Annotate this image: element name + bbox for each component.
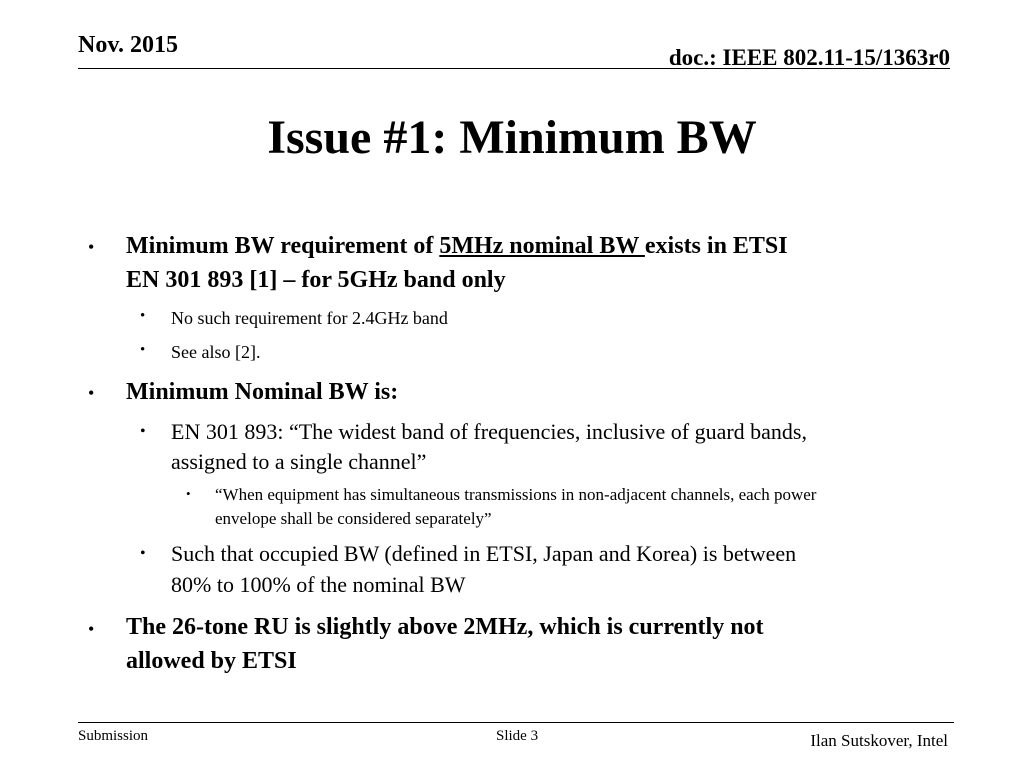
bullet-marker: • xyxy=(88,383,95,403)
bullet-2-sub-1-line-1: EN 301 893: “The widest band of frequencies, inclusive of guard bands, xyxy=(171,419,807,444)
bullet-1-prefix: Minimum BW requirement of xyxy=(126,233,440,259)
header-date: Nov. 2015 xyxy=(78,32,179,58)
sub-bullet-marker: • xyxy=(140,423,146,440)
bullet-1-line-2: EN 301 893 [1] – for 5GHz band only xyxy=(126,267,506,293)
bullet-1-sub-1: No such requirement for 2.4GHz band xyxy=(171,308,448,328)
bullet-3-line-1: The 26-tone RU is slightly above 2MHz, which is currently not xyxy=(126,614,764,640)
sub-sub-bullet-marker: • xyxy=(186,486,191,501)
bullet-2-sub-2-line-1: Such that occupied BW (defined in ETSI, Japan and Korea) is between xyxy=(171,541,797,566)
bullet-2-sub-1-sub-1-line-2: envelope shall be considered separately” xyxy=(215,509,492,528)
footer-slide-number: Slide 3 xyxy=(496,728,539,744)
sub-bullet-marker: • xyxy=(140,545,146,562)
bullet-2-sub-1-line-2: assigned to a single channel” xyxy=(171,449,427,474)
header-doc-id: doc.: IEEE 802.11-15/1363r0 xyxy=(668,45,950,70)
footer-submission: Submission xyxy=(78,728,149,744)
bullet-2-sub-2-line-2: 80% to 100% of the nominal BW xyxy=(171,572,466,597)
bullet-marker: • xyxy=(88,237,95,257)
sub-bullet-marker: • xyxy=(140,342,146,358)
footer-divider xyxy=(78,722,954,723)
footer-author: Ilan Sutskover, Intel xyxy=(810,731,948,750)
bullet-1-sub-2: See also [2]. xyxy=(171,342,261,362)
bullet-2-text: Minimum Nominal BW is: xyxy=(126,379,399,405)
bullet-1-line-1 xyxy=(126,229,788,263)
bullet-1-underlined: 5MHz nominal BW xyxy=(439,233,645,259)
bullet-1-suffix: exists in ETSI xyxy=(644,233,788,259)
bullet-3-line-2: allowed by ETSI xyxy=(126,648,297,674)
header-divider xyxy=(78,68,950,69)
sub-bullet-marker: • xyxy=(140,308,146,324)
slide-title: Issue #1: Minimum BW xyxy=(267,111,757,164)
bullet-marker: • xyxy=(88,619,95,639)
bullet-2-sub-1-sub-1-line-1: “When equipment has simultaneous transmissions in non-adjacent channels, each power xyxy=(215,485,817,504)
